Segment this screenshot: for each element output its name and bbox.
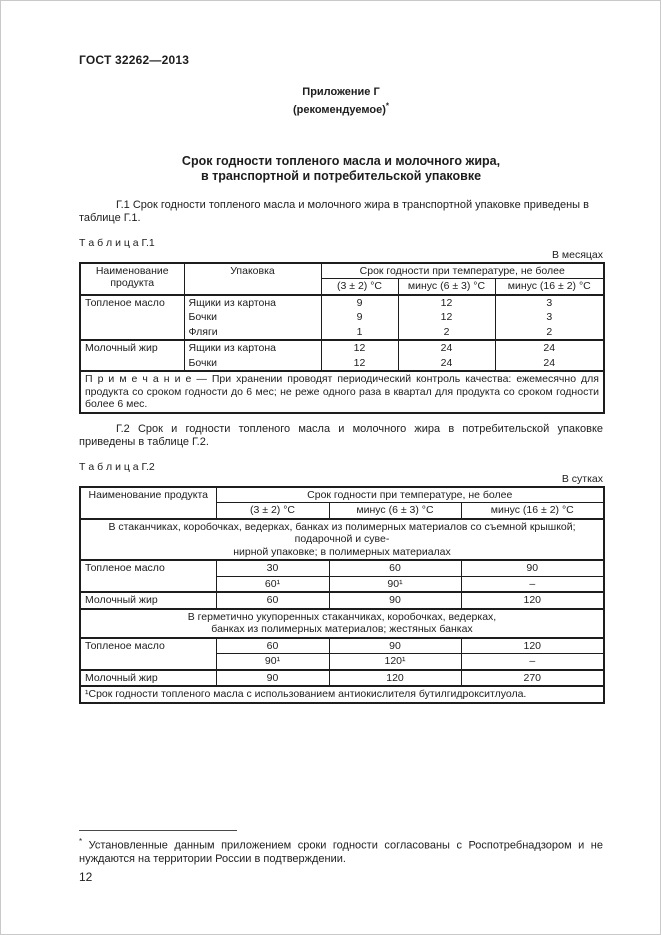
- table-cell-shelflife-header: Срок годности при температуре, не более: [321, 263, 604, 279]
- table-cell-product: Молочный жир: [80, 340, 184, 371]
- table-footnote: ¹Срок годности топленого масла с использованием антиокислителя бутилгидрокситлуола.: [80, 686, 604, 703]
- appendix-heading: [79, 86, 603, 117]
- appendix-title: Приложение Г: [302, 86, 380, 98]
- table-cell-value: 1: [321, 325, 398, 341]
- paragraph-g1: Г.1 Срок годности топленого масла и молочного жира в транспортной упаковке приведены в таблице Г.1.: [79, 198, 589, 225]
- table-cell-package: Фляги: [184, 325, 321, 341]
- table-cell-value: 24: [495, 356, 604, 372]
- table-cell-value: 2: [398, 325, 495, 341]
- table-cell-package: Бочки: [184, 356, 321, 372]
- table-g1-label: Т а б л и ц а Г.1: [79, 236, 155, 249]
- table-cell-value: 120¹: [329, 654, 461, 670]
- table-cell-product: Топленое масло: [80, 638, 216, 670]
- table-cell-product-header: Наименование продукта: [80, 263, 184, 295]
- table-row: [80, 340, 604, 356]
- table-cell-value: –: [461, 654, 604, 670]
- table-cell-temp2: минус (6 ± 3) °С: [398, 279, 495, 295]
- appendix-footnote-marker: *: [385, 101, 389, 110]
- table-section-row: [80, 609, 604, 638]
- table-cell-value: 90: [329, 592, 461, 609]
- page-footer: [79, 830, 603, 884]
- section1-line2: нирной упаковке; в полимерных материалах: [233, 545, 451, 558]
- table-note: П р и м е ч а н и е — При хранении проводят периодический контроль качества: ежемесячно для продукта со сроком годности до 6 мес; не реже одного раза в квартал для продукта со сроком годности более 6 мес.: [80, 371, 604, 413]
- table-row: [80, 592, 604, 609]
- table-cell-package-header: Упаковка: [184, 263, 321, 295]
- table-cell-product: Топленое масло: [80, 560, 216, 592]
- appendix-subtitle-text: (рекомендуемое): [292, 103, 386, 116]
- table-row: [80, 638, 604, 654]
- document-title: [79, 154, 603, 184]
- footnote-rule: [79, 830, 237, 831]
- table-note-row: [80, 371, 604, 413]
- table-cell-package: Ящики из картона: [184, 340, 321, 356]
- table-g2: [79, 486, 605, 704]
- table-cell-value: 90¹: [329, 576, 461, 592]
- table-cell-value: 3: [495, 295, 604, 311]
- table-cell-temp1: (3 ± 2) °С: [321, 279, 398, 295]
- table-cell-value: 90¹: [216, 654, 329, 670]
- table-cell-value: 90: [461, 560, 604, 576]
- page-content: [79, 1, 603, 704]
- table-cell-value: 12: [321, 356, 398, 372]
- paragraph-g2: Г.2 Срок и годности топленого масла и молочного жира в потребительской упаковке приведены в таблице Г.2.: [79, 422, 603, 449]
- page-number: 12: [79, 869, 93, 884]
- section1-line1: В стаканчиках, коробочках, ведерках, банках из полимерных материалов со съемной крышкой; подарочной и суве-: [108, 520, 576, 546]
- page-footnote: [79, 835, 603, 867]
- table-cell-value: 120: [461, 638, 604, 654]
- table-section-header: [80, 519, 604, 561]
- table-row: [80, 670, 604, 687]
- table-cell-value: –: [461, 576, 604, 592]
- table-cell-value: 24: [398, 340, 495, 356]
- table-cell-value: 60: [216, 638, 329, 654]
- table-cell-value: 120: [461, 592, 604, 609]
- table-cell-value: 9: [321, 295, 398, 311]
- table-cell-product: Молочный жир: [80, 592, 216, 609]
- table-g2-unit: В сутках: [561, 472, 603, 485]
- gost-number: ГОСТ 32262—2013: [79, 53, 190, 67]
- table-cell-value: 270: [461, 670, 604, 687]
- table-cell-temp3: минус (16 ± 2) °С: [495, 279, 604, 295]
- table-cell-value: 12: [321, 340, 398, 356]
- table-cell-value: 24: [495, 340, 604, 356]
- table-cell-shelflife-header: Срок годности при температуре, не более: [216, 487, 604, 503]
- table-cell-value: 24: [398, 356, 495, 372]
- table-cell-value: 30: [216, 560, 329, 576]
- table-cell-product-header: Наименование продукта: [80, 487, 216, 519]
- table-header-row: [80, 487, 604, 503]
- table-section-row: [80, 519, 604, 561]
- table-cell-package: Ящики из картона: [184, 295, 321, 311]
- table-g1-unit: В месяцах: [551, 248, 603, 261]
- table-cell-value: 120: [329, 670, 461, 687]
- table-g2-label: Т а б л и ц а Г.2: [79, 460, 155, 473]
- table-cell-product: Топленое масло: [80, 295, 184, 341]
- section2-line2: банках из полимерных материалов; жестяных банках: [211, 623, 473, 636]
- table-cell-temp3: минус (16 ± 2) °С: [461, 503, 604, 519]
- table-row: [80, 295, 604, 311]
- table-cell-package: Бочки: [184, 310, 321, 325]
- table-cell-value: 90: [216, 670, 329, 687]
- table-row: [80, 560, 604, 576]
- table-cell-value: 60¹: [216, 576, 329, 592]
- document-title-line1: Срок годности топленого масла и молочного жира,: [181, 153, 501, 168]
- appendix-subtitle: [292, 101, 389, 116]
- document-title-line2: в транспортной и потребительской упаковке: [200, 168, 482, 183]
- table-cell-value: 3: [495, 310, 604, 325]
- table-cell-value: 12: [398, 310, 495, 325]
- table-cell-product: Молочный жир: [80, 670, 216, 687]
- table-cell-value: 9: [321, 310, 398, 325]
- page-footnote-text: Установленные данным приложением сроки годности согласованы с Роспотребнадзором и не нуждаются на территории России в подтверждении.: [79, 839, 603, 866]
- table-section-header: [80, 609, 604, 638]
- table-footnote-row: [80, 686, 604, 703]
- table-cell-value: 12: [398, 295, 495, 311]
- table-cell-value: 60: [329, 560, 461, 576]
- table-cell-value: 90: [329, 638, 461, 654]
- table-cell-temp1: (3 ± 2) °С: [216, 503, 329, 519]
- table-cell-value: 60: [216, 592, 329, 609]
- table-cell-value: 2: [495, 325, 604, 341]
- table-header-row: [80, 263, 604, 279]
- table-cell-temp2: минус (6 ± 3) °С: [329, 503, 461, 519]
- section2-line1: В герметично укупоренных стаканчиках, коробочках, ведерках,: [187, 610, 497, 623]
- table-g1: [79, 262, 605, 414]
- footnote-marker: *: [79, 837, 83, 846]
